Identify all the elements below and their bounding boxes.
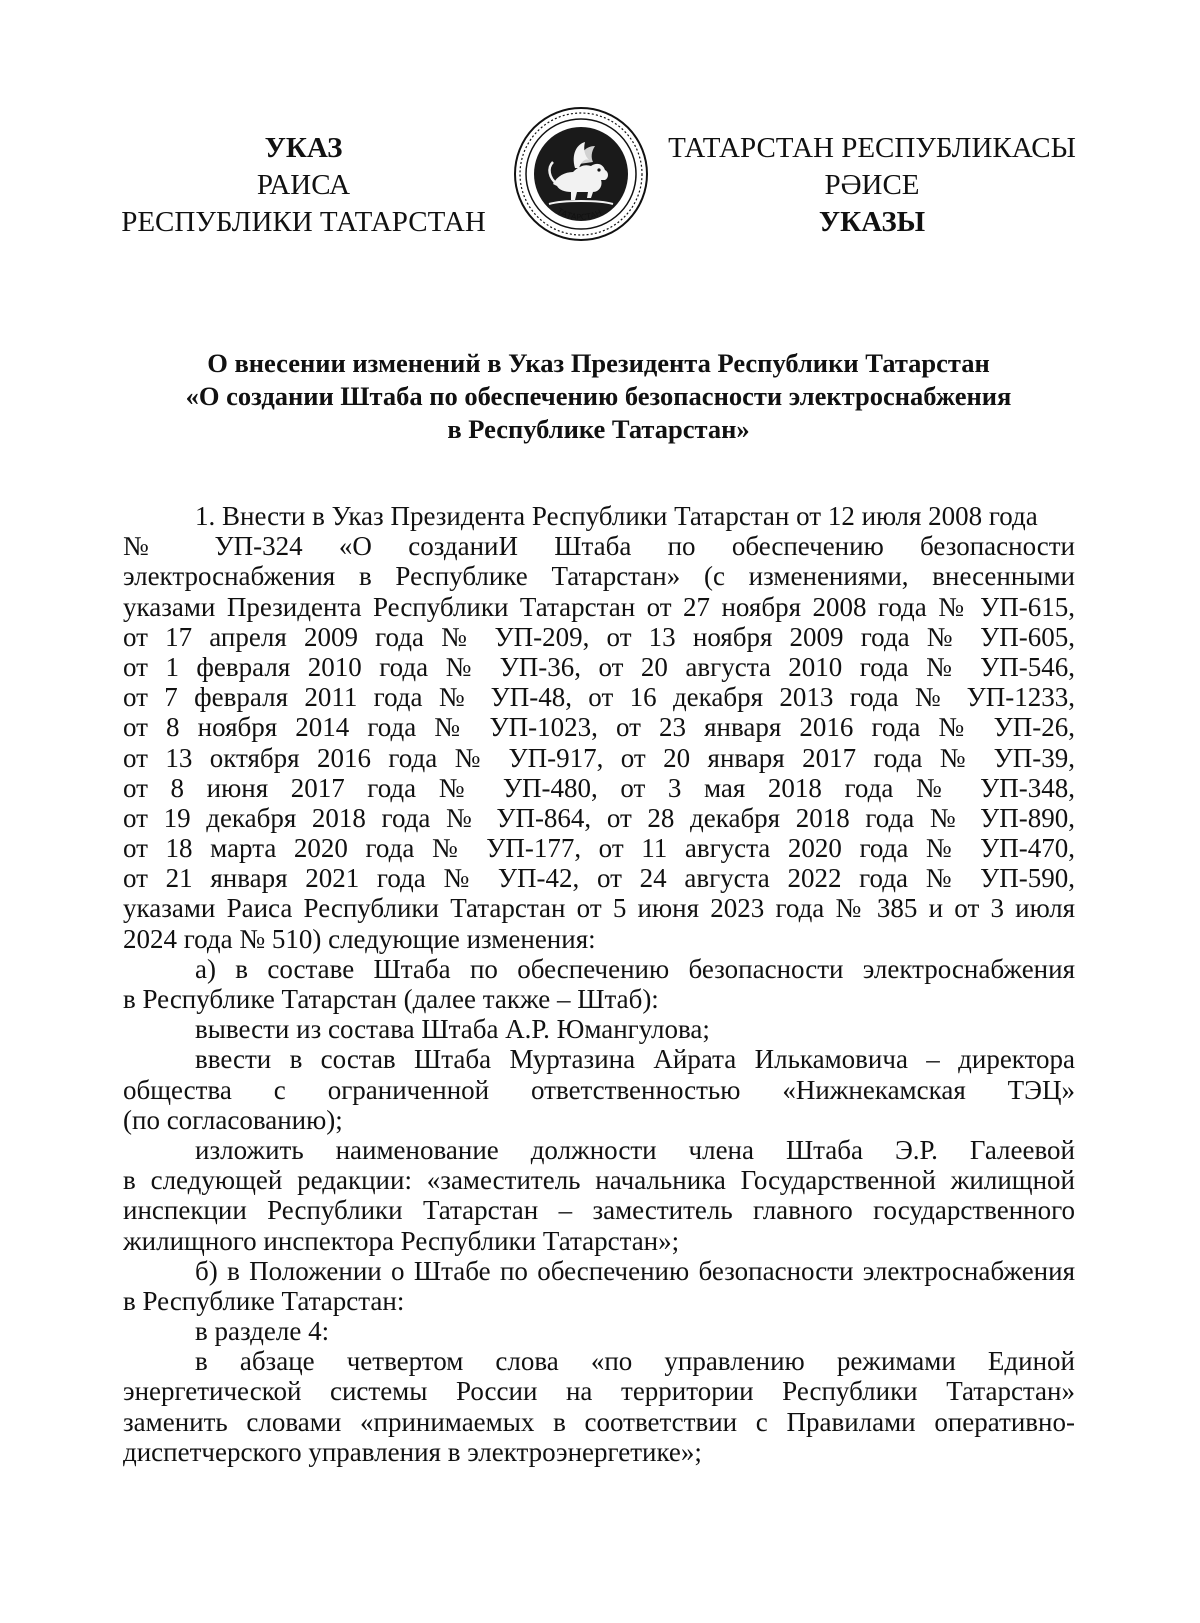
header-left-republic: РЕСПУБЛИКИ ТАТАРСТАН: [121, 206, 486, 238]
body-line: от 8 ноября 2014 года № УП-1023, от 23 января 2016 года № УП-26,: [123, 712, 1075, 743]
body-line: в Республике Татарстан (далее также – Штаб):: [123, 984, 659, 1014]
body-line: 2024 года № 510) следующие изменения:: [123, 923, 596, 954]
body-line: от 1 февраля 2010 года № УП-36, от 20 августа 2010 года № УП-546,: [123, 651, 1075, 682]
body-line: изложить наименование должности члена Штаба Э.Р. Галеевой: [195, 1134, 1075, 1165]
body-line: (по согласованию);: [123, 1104, 343, 1135]
body-line: вывести из состава Штаба А.Р. Юмангулова;: [195, 1014, 710, 1045]
body-line: электроснабжения в Республике Татарстан» (с изменениями, внесенными: [123, 561, 1075, 592]
body-line: указами Президента Республики Татарстан от 27 ноября 2008 года № УП-615,: [123, 591, 1075, 622]
body-line: от 18 марта 2020 года № УП-177, от 11 августа 2020 года № УП-470,: [123, 833, 1075, 864]
body-line: в разделе 4:: [195, 1316, 330, 1347]
header-right-republic: ТАТАРСТАН РЕСПУБЛИКАСЫ: [668, 132, 1076, 164]
body-line: ввести в состав Штаба Муртазина Айрата Илькамовича – директора: [195, 1044, 1075, 1075]
body-line: жилищного инспектора Республики Татарстан»;: [123, 1225, 680, 1256]
title-line-2: «О создании Штаба по обеспечению безопасности электроснабжения: [185, 381, 1012, 411]
body-line: общества с ограниченной ответственностью «Нижнекамская ТЭЦ»: [123, 1074, 1075, 1105]
body-line: а) в составе Штаба по обеспечению безопасности электроснабжения: [195, 953, 1075, 984]
body-line: от 19 декабря 2018 года № УП-864, от 28 декабря 2018 года № УП-890,: [123, 802, 1075, 833]
title-line-3: в Республике Татарстан»: [447, 414, 750, 444]
emblem-ring-text: ТАТАРСТАН: [555, 206, 604, 222]
body-line: от 13 октября 2016 года № УП-917, от 20 января 2017 года № УП-39,: [123, 742, 1075, 773]
body-line: № УП-324 «О созданиИ Штаба по обеспечению безопасности: [123, 531, 1075, 562]
header-left-block: [116, 130, 491, 241]
body-line: указами Раиса Республики Татарстан от 5 июня 2023 года № 385 и от 3 июля: [123, 893, 1075, 924]
body-line: б) в Положении о Штабе по обеспечению безопасности электроснабжения: [195, 1255, 1075, 1286]
body-line: от 7 февраля 2011 года № УП-48, от 16 декабря 2013 года № УП-1233,: [123, 682, 1075, 713]
decree-title: [120, 347, 1077, 446]
tatarstan-coat-of-arms-icon: [513, 106, 649, 242]
decree-body: [123, 501, 1075, 1467]
body-line: заменить словами «принимаемых в соответствии с Правилами оперативно-: [123, 1406, 1075, 1437]
body-line: от 8 июня 2017 года № УП-480, от 3 мая 2018 года № УП-348,: [123, 772, 1075, 803]
body-line: 1. Внести в Указ Президента Республики Татарстан от 12 июля 2008 года: [195, 501, 1038, 531]
body-line: от 17 апреля 2009 года № УП-209, от 13 ноября 2009 года № УП-605,: [123, 621, 1075, 652]
header-left-doc-type: УКАЗ: [264, 132, 343, 164]
header-left-official: РАИСА: [256, 169, 351, 201]
body-line: в следующей редакции: «заместитель начальника Государственной жилищной: [123, 1165, 1075, 1196]
body-line: от 21 января 2021 года № УП-42, от 24 августа 2022 года № УП-590,: [123, 863, 1075, 894]
header-right-official: РӘИСЕ: [824, 169, 920, 201]
body-line: в абзаце четвертом слова «по управлению режимами Единой: [195, 1346, 1075, 1377]
header-right-block: [668, 130, 1076, 241]
body-line: энергетической системы России на территории Республики Татарстан»: [123, 1376, 1075, 1407]
body-line: диспетчерского управления в электроэнергетике»;: [123, 1436, 702, 1467]
header-right-doc-type: УКАЗЫ: [818, 206, 926, 238]
body-line: в Республике Татарстан:: [123, 1285, 405, 1316]
body-line: инспекции Республики Татарстан – заместитель главного государственного: [123, 1195, 1075, 1226]
title-line-1: О внесении изменений в Указ Президента Республики Татарстан: [207, 348, 990, 378]
